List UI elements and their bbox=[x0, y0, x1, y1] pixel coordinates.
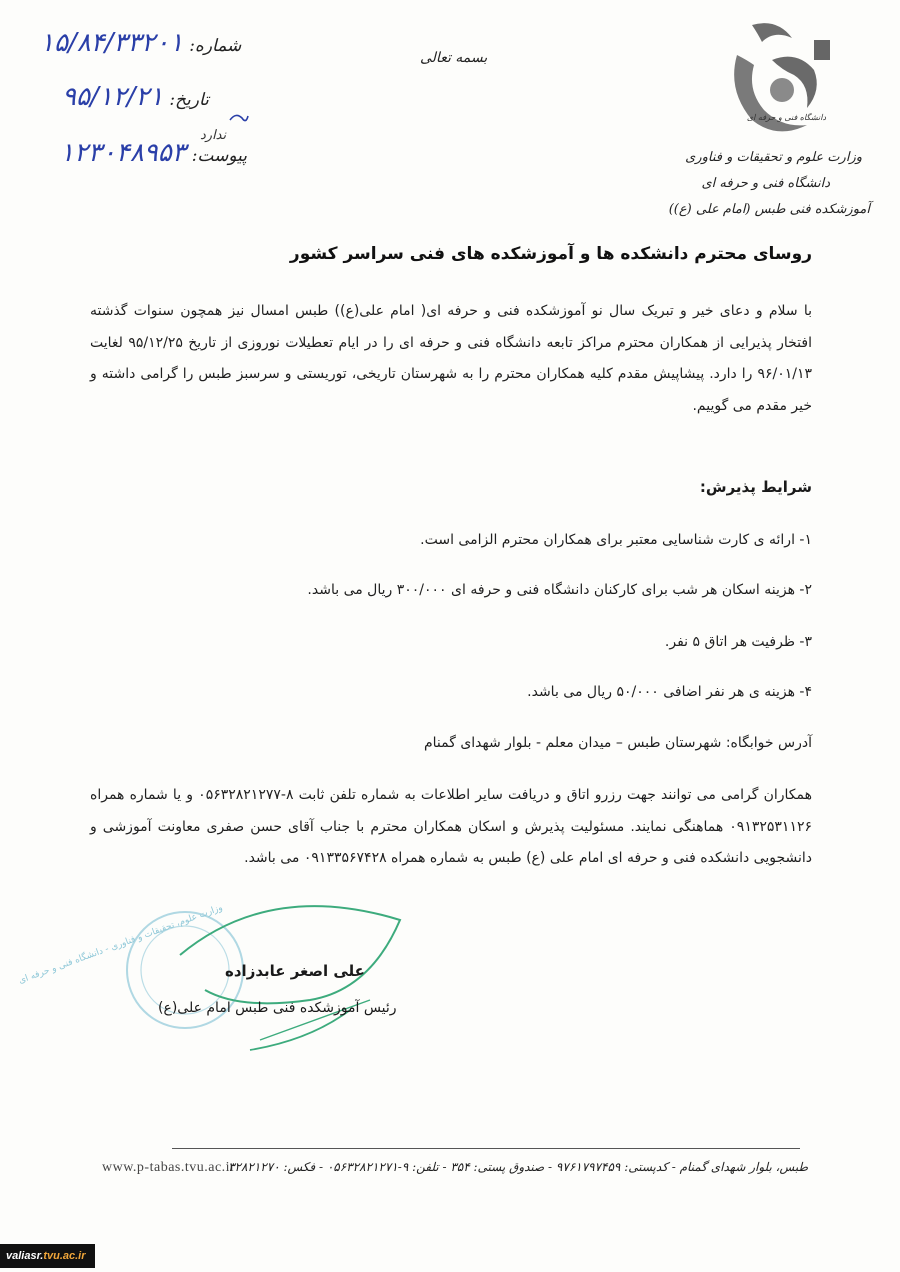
org-university: دانشگاه فنی و حرفه ای bbox=[701, 176, 830, 191]
letter-number bbox=[40, 28, 241, 58]
intro-paragraph: با سلام و دعای خیر و تبریک سال نو آموزشکده فنی و حرفه ای( امام علی(ع)) طبس امسال نیز همچون سنوات گذشته افتخار پذیرایی از همکاران محترم مراکز تابعه دانشگاه فنی و حرفه ای را در ایام تعطیلات نوروزی از تاریخ ۹۵/۱۲/۲۵ لغایت ۹۶/۰۱/۱۳ را دارد. پیشاپیش مقدم کلیه همکاران محترم را به شهرستان تاریخی، توریستی و سرسبز طبس را گرامی داشته و خیر مقدم می گوییم. bbox=[90, 303, 812, 414]
number-label: شماره: bbox=[189, 36, 242, 56]
footer-divider bbox=[172, 1148, 800, 1149]
condition-item-1: ۱- ارائه ی کارت شناسایی معتبر برای همکاران محترم الزامی است. bbox=[420, 532, 812, 548]
org-college: آموزشکده فنی طبس (امام علی (ع)) bbox=[668, 202, 870, 217]
condition-item-3: ۳- ظرفیت هر اتاق ۵ نفر. bbox=[664, 634, 812, 650]
stamp-text: وزارت علوم، تحقیقات و فناوری - دانشگاه فنی و حرفه ای bbox=[17, 902, 224, 987]
recipient-line: روسای محترم دانشکده ها و آموزشکده های فنی سراسر کشور bbox=[289, 244, 812, 264]
university-logo bbox=[722, 20, 842, 145]
footer-website: www.p-tabas.tvu.ac.ir bbox=[102, 1160, 236, 1175]
official-stamp bbox=[17, 900, 390, 1060]
condition-item-2: ۲- هزینه اسکان هر شب برای کارکنان دانشگاه فنی و حرفه ای ۳۰۰/۰۰۰ ریال می باشد. bbox=[307, 582, 812, 598]
contact-paragraph: همکاران گرامی می توانند جهت رزرو اتاق و دریافت سایر اطلاعات به شماره تلفن ثابت ۸-۰۵۶۳۲۸۲۱۲۷۷ و یا شماره همراه ۰۹۱۳۲۵۳۱۱۲۶ هماهنگی نمایند. مسئولیت پذیرش و اسکان همکاران محترم با جناب آقای حسن صفری معاونت آموزشی و دانشجویی دانشکده فنی و حرفه ای امام علی (ع) طبس به شماره همراه ۰۹۱۳۳۵۶۷۴۲۸ می باشد. bbox=[90, 787, 812, 866]
dorm-address: آدرس خوابگاه: شهرستان طبس – میدان معلم - بلوار شهدای گمنام bbox=[423, 735, 812, 751]
letter-date bbox=[62, 82, 209, 112]
attachment-label: پیوست: bbox=[191, 146, 247, 166]
attachment-value: ۱۲۳۰۴۸۹۵۳ bbox=[60, 138, 186, 168]
number-value: ۱۵/۸۴/۳۳۲۰۱ bbox=[40, 28, 184, 58]
conditions-heading: شرایط پذیرش: bbox=[699, 478, 812, 496]
watermark-suffix: tvu.ac.ir bbox=[43, 1250, 86, 1262]
date-label: تاریخ: bbox=[169, 90, 209, 110]
org-ministry: وزارت علوم و تحقیقات و فناوری bbox=[685, 150, 862, 165]
condition-item-4: ۴- هزینه ی هر نفر اضافی ۵۰/۰۰۰ ریال می باشد. bbox=[527, 684, 812, 700]
attachment-note: ندارد bbox=[200, 128, 227, 143]
bismillah: بسمه تعالی bbox=[420, 50, 488, 66]
signatory-title: رئیس آموزشکده فنی طبس امام علی(ع) bbox=[158, 1000, 397, 1016]
signatory-name: علی اصغر عابدزاده bbox=[225, 962, 365, 980]
footer-address: طبس، بلوار شهدای گمنام - کدپستی: ۹۷۶۱۷۹۷۴۵۹ - صندوق پستی: ۳۵۴ - تلفن: ۹-۰۵۶۳۲۸۲۱۲۷۱ - فکس: ۳۲۸۲۱۲۷۰ bbox=[228, 1160, 808, 1174]
handwritten-mark-icon bbox=[228, 112, 250, 126]
logo-caption: دانشگاه فنی و حرفه ای bbox=[746, 113, 826, 122]
date-value: ۹۵/۱۲/۲۱ bbox=[62, 82, 164, 112]
site-watermark bbox=[0, 1244, 95, 1268]
watermark-prefix: valiasr. bbox=[6, 1250, 44, 1262]
